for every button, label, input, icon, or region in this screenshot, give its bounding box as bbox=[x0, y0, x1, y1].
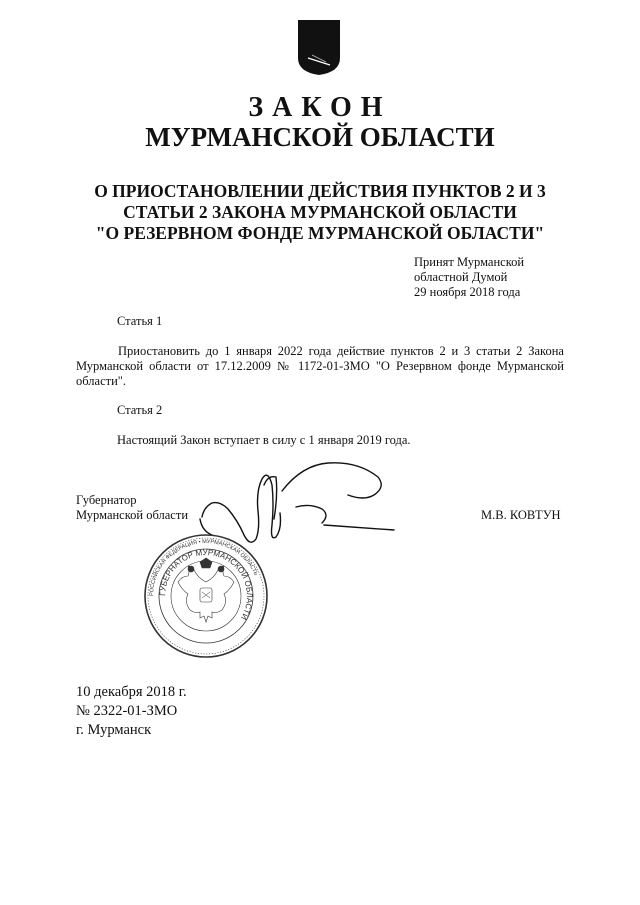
law-title-line-3: "О РЕЗЕРВНОМ ФОНДЕ МУРМАНСКОЙ ОБЛАСТИ" bbox=[95, 223, 545, 243]
law-number: № 2322-01-ЗМО bbox=[76, 703, 178, 719]
signatory-title bbox=[76, 493, 188, 523]
article-2-text: Настоящий Закон вступает в силу с 1 января 2019 года. bbox=[117, 433, 411, 447]
signing-city: г. Мурманск bbox=[76, 722, 152, 738]
adoption-line: Принят Мурманской bbox=[414, 255, 525, 269]
document-footer bbox=[76, 683, 187, 740]
law-title-line-2: СТАТЬИ 2 ЗАКОНА МУРМАНСКОЙ ОБЛАСТИ bbox=[123, 202, 517, 222]
seal-outer-text: РОССИЙСКАЯ ФЕДЕРАЦИЯ • МУРМАНСКАЯ ОБЛАСТЬ bbox=[148, 538, 259, 597]
adoption-date: 29 ноября 2018 года bbox=[414, 285, 521, 299]
article-1-text: Приостановить до 1 января 2022 года действие пунктов 2 и 3 статьи 2 Закона Мурманской области от 17.12.2009 № 1172-01-ЗМО "О Резервном фонде Мурманской области". bbox=[76, 344, 564, 388]
double-headed-eagle-icon bbox=[178, 558, 234, 622]
law-heading: ЗАКОН bbox=[248, 92, 392, 123]
adoption-block bbox=[414, 255, 524, 300]
coat-of-arms-icon bbox=[296, 18, 342, 76]
article-2-heading: Статья 2 bbox=[117, 403, 163, 417]
signing-date: 10 декабря 2018 г. bbox=[76, 684, 187, 700]
article-1-heading: Статья 1 bbox=[117, 314, 163, 328]
adoption-line: областной Думой bbox=[414, 270, 508, 284]
signatory-title-line: Губернатор bbox=[76, 493, 137, 507]
signatory-name: М.В. КОВТУН bbox=[481, 508, 561, 522]
seal-inner-text: ГУБЕРНАТОР МУРМАНСКОЙ ОБЛАСТИ bbox=[157, 547, 255, 622]
official-seal bbox=[142, 532, 270, 660]
signatory-title-line: Мурманской области bbox=[76, 508, 189, 522]
law-title-line-1: О ПРИОСТАНОВЛЕНИИ ДЕЙСТВИЯ ПУНКТОВ 2 И 3 bbox=[94, 181, 546, 201]
law-region: МУРМАНСКОЙ ОБЛАСТИ bbox=[145, 122, 495, 152]
